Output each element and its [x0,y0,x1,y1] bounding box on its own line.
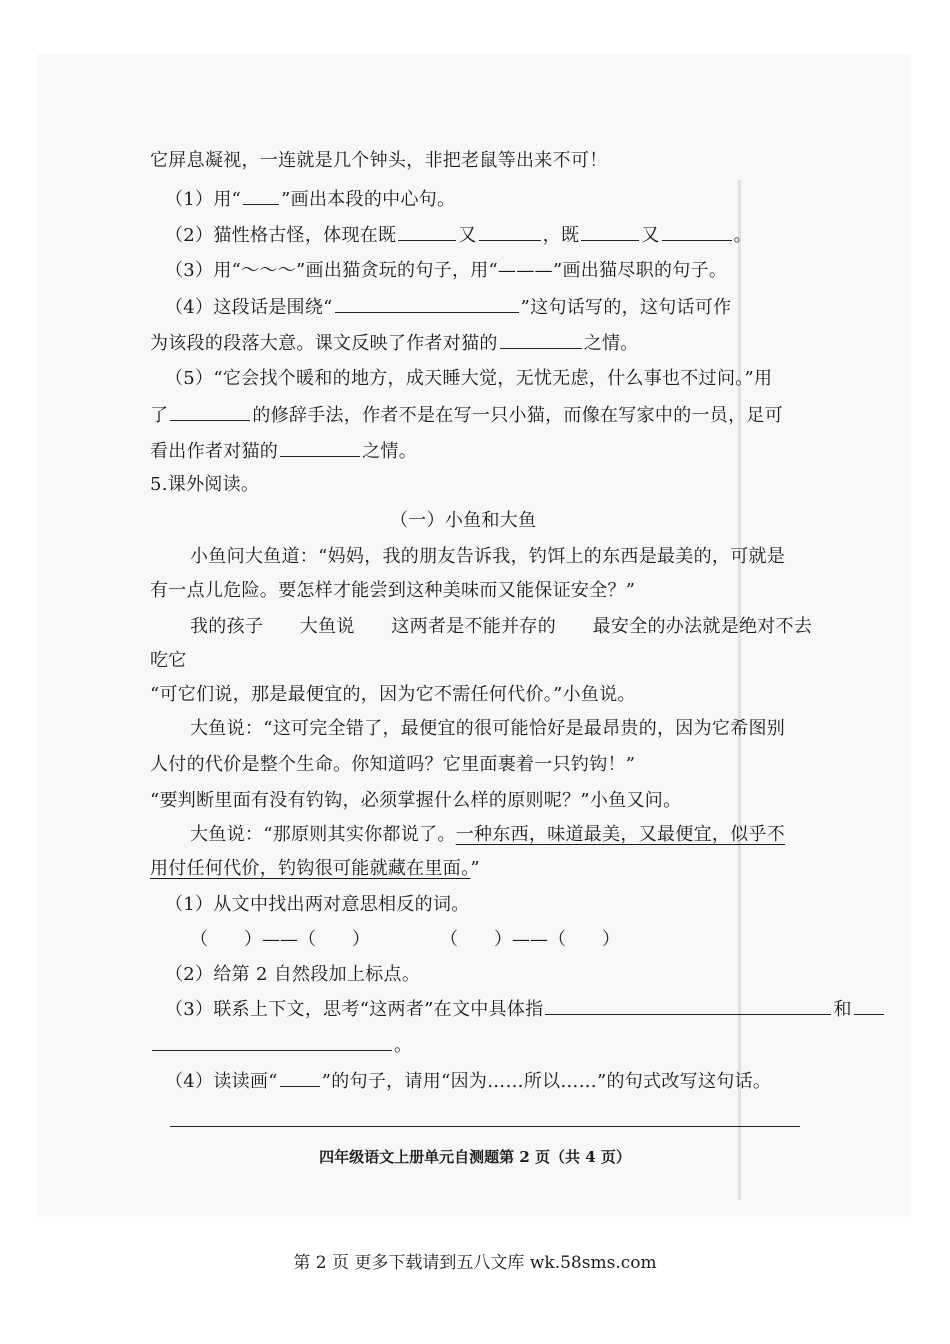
section-5-heading: 5.课外阅读。 [150,474,260,495]
q5-line: （5）“它会找个暖和的地方，成天睡大觉，无忧无虑，什么事也不过问。”用 [165,368,773,389]
r-q2-line: （2）给第 2 自然段加上标点。 [165,964,421,985]
q2-blank-1[interactable] [398,222,456,241]
r-q3-line-2: 。 [150,1032,412,1059]
q4-line: （4）这段话是围绕“ ”这句话写的，这句话可作 [165,294,731,321]
r-q4-blank[interactable] [280,1068,320,1087]
r-q4-answer-line[interactable] [170,1108,800,1127]
reading-para-3: “可它们说，那是最便宜的，因为它不需任何代价。”小鱼说。 [150,684,636,705]
q5-blank-2[interactable] [280,438,360,457]
reading-para-4-cont: 人付的代价是整个生命。你知道吗？它里面裹着一只钓钩！” [150,754,636,775]
q1-line: （1）用“ ”画出本段的中心句。 [165,186,455,213]
r-q3-line: （3）联系上下文，思考“这两者”在文中具体指 和 [165,996,886,1023]
r-q1-line: （1）从文中找出两对意思相反的词。 [165,894,470,915]
bleed-through-line [738,180,741,1200]
q2-blank-4[interactable] [662,222,732,241]
q2-blank-3[interactable] [581,222,639,241]
passage-end-line: 它屏息凝视，一连就是几个钟头，非把老鼠等出来不可！ [150,150,608,171]
q4-blank-1[interactable] [335,294,519,313]
underlined-sentence: 一种东西，味道最美，又最便宜，似乎不 [455,824,786,845]
reading-para-5: “要判断里面有没有钓钩，必须掌握什么样的原则呢？”小鱼又问。 [150,790,682,811]
reading-para-1-cont: 有一点儿危险。要怎样才能尝到这种美味而又能保证安全？” [150,580,636,601]
reading-para-6-cont: 用付任何代价，钓钩很可能就藏在里面。” [150,858,480,879]
underlined-sentence-cont: 用付任何代价，钓钩很可能就藏在里面。 [150,858,471,879]
r-q3-blank-1[interactable] [545,996,831,1015]
reading-para-1: 小鱼问大鱼道：“妈妈，我的朋友告诉我，钓饵上的东西是最美的，可就是 [190,546,786,567]
q5-line-2: 了 的修辞手法，作者不是在写一只小猫，而像在写家中的一员，足可 [150,402,783,429]
q5-blank-1[interactable] [170,402,250,421]
r-q3-blank-2[interactable] [854,996,884,1015]
q2-line: （2）猫性格古怪，体现在既 又 ，既 又 。 [165,222,752,249]
reading-title: （一）小鱼和大鱼 [390,510,537,531]
q3-line: （3）用“～～～”画出猫贪玩的句子，用“———”画出猫尽职的句子。 [165,260,728,281]
q4-blank-2[interactable] [500,330,582,349]
reading-para-2: 我的孩子 大鱼说 这两者是不能并存的 最安全的办法就是绝对不去 [190,616,813,637]
q1-blank[interactable] [243,186,279,205]
r-q3-blank-3[interactable] [152,1032,392,1051]
r-q4-line: （4）读读画“ ”的句子，请用“因为……所以……”的句式改写这句话。 [165,1068,771,1095]
reading-para-2-cont: 吃它 [150,650,187,671]
reading-para-4: 大鱼说：“这可完全错了，最便宜的很可能恰好是最昂贵的，因为它希图别 [190,718,786,739]
q4-line-2: 为该段的段落大意。课文反映了作者对猫的 之情。 [150,330,639,357]
q2-blank-2[interactable] [479,222,541,241]
antonym-pair-2[interactable]: （ ）——（ ） [440,929,620,950]
antonym-pair-1[interactable]: （ ）——（ ） [190,929,370,950]
site-watermark-text: 第 2 页 更多下载请到五八文库 wk.58sms.com [293,1253,657,1273]
reading-para-6: 大鱼说：“那原则其实你都说了。一种东西，味道最美，又最便宜，似乎不 [190,824,786,845]
page-footer: 四年级语文上册单元自测题第 2 页（共 4 页） [319,1148,631,1166]
q5-line-3: 看出作者对猫的 之情。 [150,438,417,465]
